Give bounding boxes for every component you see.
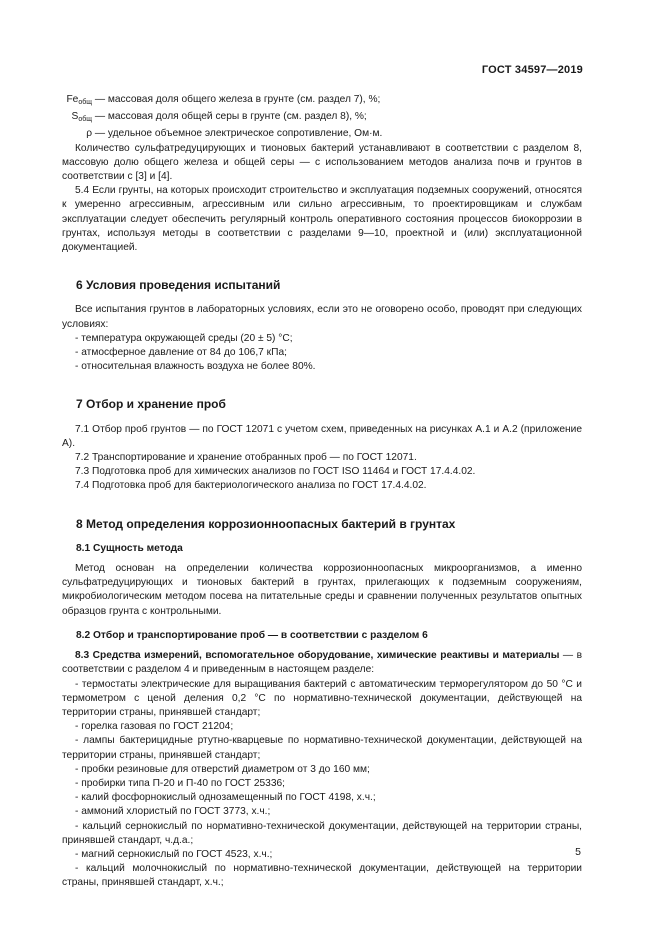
definition-text: — удельное объемное электрическое сопротивление, Ом·м.: [94, 128, 383, 140]
list-item: - горелка газовая по ГОСТ 21204;: [75, 721, 234, 733]
list-item: - аммоний хлористый по ГОСТ 3773, х.ч.;: [75, 806, 271, 818]
section-8-heading: 8 Метод определения коррозионноопасных бактерий в грунтах: [76, 516, 456, 531]
definition-symbol: ρ: [86, 128, 92, 140]
clause-8-1-heading: 8.1 Сущность метода: [76, 542, 183, 554]
section-6-conditions: [62, 332, 582, 375]
clause-8-3-rest: — в соответствии с разделом 4 и приведенным в настоящем разделе:: [62, 650, 582, 676]
list-item: - атмосферное давление от 84 до 106,7 кПа;: [75, 347, 287, 359]
standard-number: ГОСТ 34597—2019: [481, 64, 583, 76]
paragraph-bacteria-count: Количество сульфатредуцирующих и тионовых бактерий устанавливают в соответствии с разделом 8, массовую долю общего железа и общей серы — с использованием методов анализа почв и грунтов в соответствии с [3] и [4].: [62, 142, 582, 183]
list-item: - относительная влажность воздуха не более 80%.: [75, 361, 316, 373]
clause-8-3-intro: [62, 649, 582, 677]
list-item: - калий фосфорнокислый однозамещенный по ГОСТ 4198, х.ч.;: [75, 792, 376, 804]
definition-s: [62, 110, 582, 127]
definition-fe: [62, 93, 582, 110]
definition-text: — массовая доля общей серы в грунте (см. раздел 8), %;: [94, 111, 367, 123]
definition-symbol: $Fe_{общ}$: [66, 94, 92, 106]
clause-8-1-text: Метод основан на определении количества коррозионноопасных микроорганизмов, а именно сульфатредуцирующих и тионовых бактерий в грунтах, прилегающих к подземным сооружениям, микробиологическим методом посева на питательные среды и сравнении полученных результатов опытных образцов грунта с контрольными.: [62, 563, 582, 617]
list-item: - кальций сернокислый по нормативно-технической документации, действующей на территории страны, принявшей стандарт, ч.д.а.;: [62, 820, 582, 846]
section-6-heading: 6 Условия проведения испытаний: [76, 278, 281, 293]
page-number: 5: [575, 846, 581, 858]
list-item: - пробки резиновые для отверстий диаметром от 3 до 160 мм;: [75, 763, 370, 775]
section-6-intro: Все испытания грунтов в лабораторных условиях, если это не оговорено особо, проводят при следующих условиях:: [62, 304, 582, 330]
list-item: - кальций молочнокислый по нормативно-технической документации, действующей на территории страны, принявшей стандарт, х.ч.;: [62, 863, 582, 889]
clause-7-2: 7.2 Транспортирование и хранение отобранных проб — по ГОСТ 12071.: [75, 452, 417, 464]
clause-8-3-heading: 8.3 Средства измерений, вспомогательное оборудование, химические реактивы и материалы: [75, 650, 560, 662]
list-item: - пробирки типа П-20 и П-40 по ГОСТ 25336;: [75, 777, 285, 789]
definition-rho: [62, 127, 582, 141]
definitions-list: [62, 93, 582, 142]
list-item: - температура окружающей среды (20 ± 5) °C;: [75, 332, 293, 344]
section-7-heading: 7 Отбор и хранение проб: [76, 397, 226, 412]
paragraph-5-4: 5.4 Если грунты, на которых происходит строительство и эксплуатация подземных сооружений, относятся к умеренно агрессивным, агрессивным или сильно агрессивным, то проектировщикам и службам эксплуатации следует обеспечить регулярный контроль оперативного состояния процессов биокоррозии в грунтах, используя методы в соответствии с разделами 9—10, проектной и (или) эксплуатационной документацией.: [62, 185, 582, 254]
clause-7-4: 7.4 Подготовка проб для бактериологического анализа по ГОСТ 17.4.4.02.: [75, 480, 427, 492]
definition-text: — массовая доля общего железа в грунте (см. раздел 7), %;: [94, 94, 381, 105]
list-item: - магний сернокислый по ГОСТ 4523, х.ч.;: [75, 848, 273, 860]
page-content: [62, 93, 582, 891]
equipment-list: [62, 678, 582, 891]
clause-7-1: 7.1 Отбор проб грунтов — по ГОСТ 12071 с учетом схем, приведенных на рисунках А.1 и А.2 (приложение А).: [62, 423, 582, 449]
clause-8-2-heading: 8.2 Отбор и транспортирование проб — в соответствии с разделом 6: [76, 629, 428, 641]
list-item: - лампы бактерицидные ртутно-кварцевые по нормативно-технической документации, действующей на территории страны, принявшей стандарт;: [62, 735, 582, 761]
clause-7-3: 7.3 Подготовка проб для химических анализов по ГОСТ ISO 11464 и ГОСТ 17.4.4.02.: [75, 466, 476, 478]
list-item: - термостаты электрические для выращивания бактерий с автоматическим терморегулятором до 50 °C и термометром с ценой деления 0,2 °C по нормативно-технической документации, действующей на территории страны, принявшей стандарт;: [62, 678, 582, 718]
definition-symbol: $S_{общ}$: [71, 111, 92, 124]
